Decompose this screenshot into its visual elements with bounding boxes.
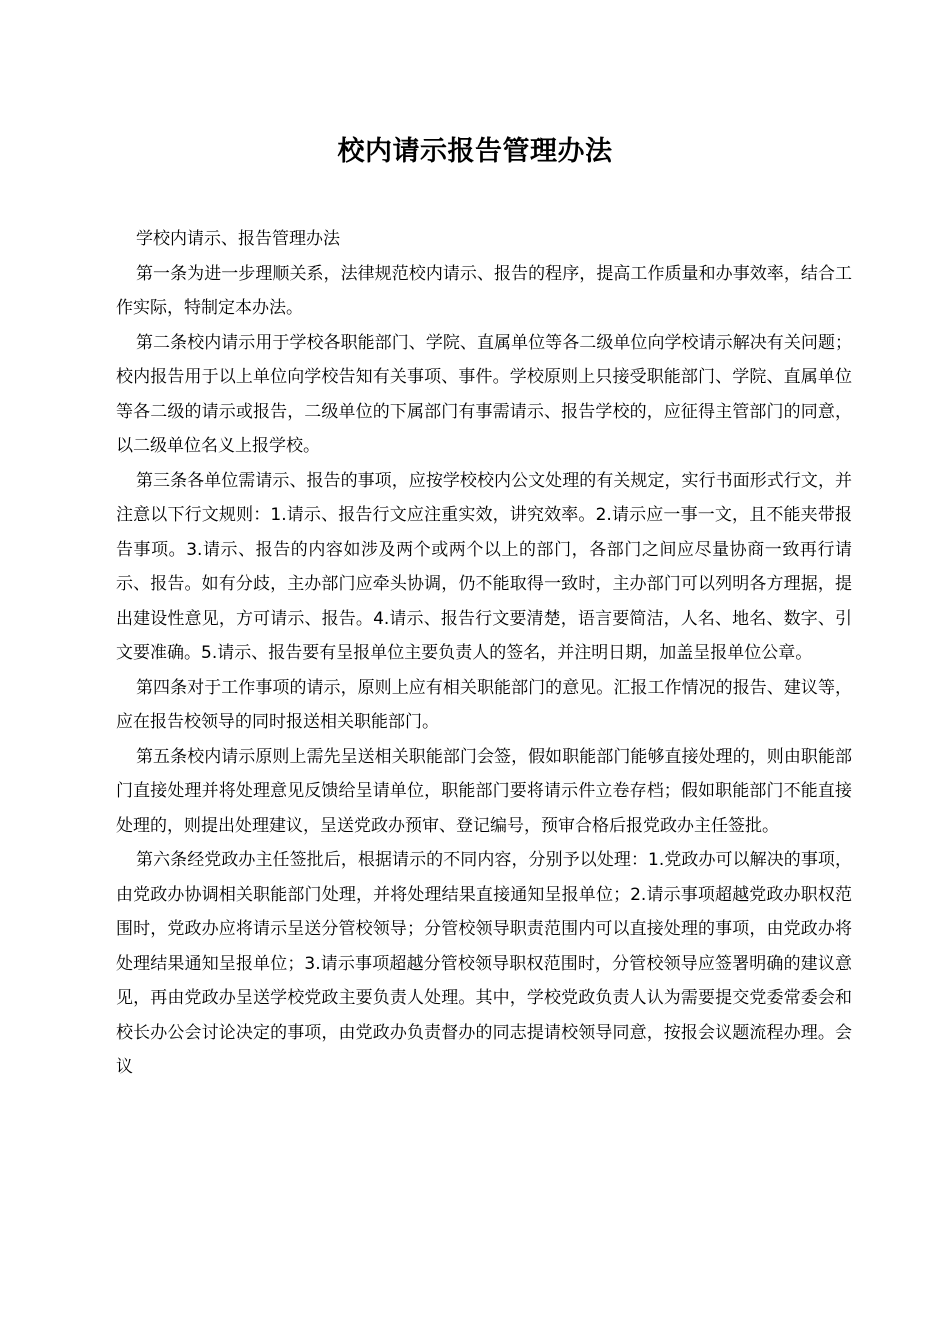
document-title: 校内请示报告管理办法 <box>337 136 613 167</box>
paragraph-article-1: 第一条为进一步理顺关系，法律规范校内请示、报告的程序，提高工作质量和办事效率，结合工作实际，特制定本办法。 <box>116 263 852 318</box>
paragraph-article-3: 第三条各单位需请示、报告的事项，应按学校校内公文处理的有关规定，实行书面形式行文，并注意以下行文规则：1.请示、报告行文应注重实效，讲究效率。2.请示应一事一文，且不能夹带报告事项。3.请示、报告的内容如涉及两个或两个以上的部门，各部门之间应尽量协商一致再行请示、报告。如有分歧，主办部门应牵头协调，仍不能取得一致时，主办部门可以列明各方理据，提出建设性意见，方可请示、报告。4.请示、报告行文要清楚，语言要简洁，人名、地名、数字、引文要准确。5.请示、报告要有呈报单位主要负责人的签名，并注明日期，加盖呈报单位公章。 <box>116 470 852 663</box>
paragraph-article-5: 第五条校内请示原则上需先呈送相关职能部门会签，假如职能部门能够直接处理的，则由职能部门直接处理并将处理意见反馈给呈请单位，职能部门要将请示件立卷存档；假如职能部门不能直接处理的，则提出处理建议，呈送党政办预审、登记编号，预审合格后报党政办主任签批。 <box>116 746 852 836</box>
document-body <box>116 222 852 1085</box>
paragraph-article-2: 第二条校内请示用于学校各职能部门、学院、直属单位等各二级单位向学校请示解决有关问题；校内报告用于以上单位向学校告知有关事项、事件。学校原则上只接受职能部门、学院、直属单位等各二级的请示或报告，二级单位的下属部门有事需请示、报告学校的，应征得主管部门的同意，以二级单位名义上报学校。 <box>116 332 852 456</box>
paragraph-article-4: 第四条对于工作事项的请示，原则上应有相关职能部门的意见。汇报工作情况的报告、建议等，应在报告校领导的同时报送相关职能部门。 <box>116 677 852 732</box>
paragraph-article-6: 第六条经党政办主任签批后，根据请示的不同内容，分别予以处理：1.党政办可以解决的事项，由党政办协调相关职能部门处理，并将处理结果直接通知呈报单位；2.请示事项超越党政办职权范围时，党政办应将请示呈送分管校领导；分管校领导职责范围内可以直接处理的事项，由党政办将处理结果通知呈报单位；3.请示事项超越分管校领导职权范围时，分管校领导应签署明确的建议意见，再由党政办呈送学校党政主要负责人处理。其中，学校党政负责人认为需要提交党委常委会和校长办公会讨论决定的事项，由党政办负责督办的同志提请校领导同意，按报会议题流程办理。会议 <box>116 850 852 1077</box>
paragraph-heading: 学校内请示、报告管理办法 <box>136 229 340 249</box>
